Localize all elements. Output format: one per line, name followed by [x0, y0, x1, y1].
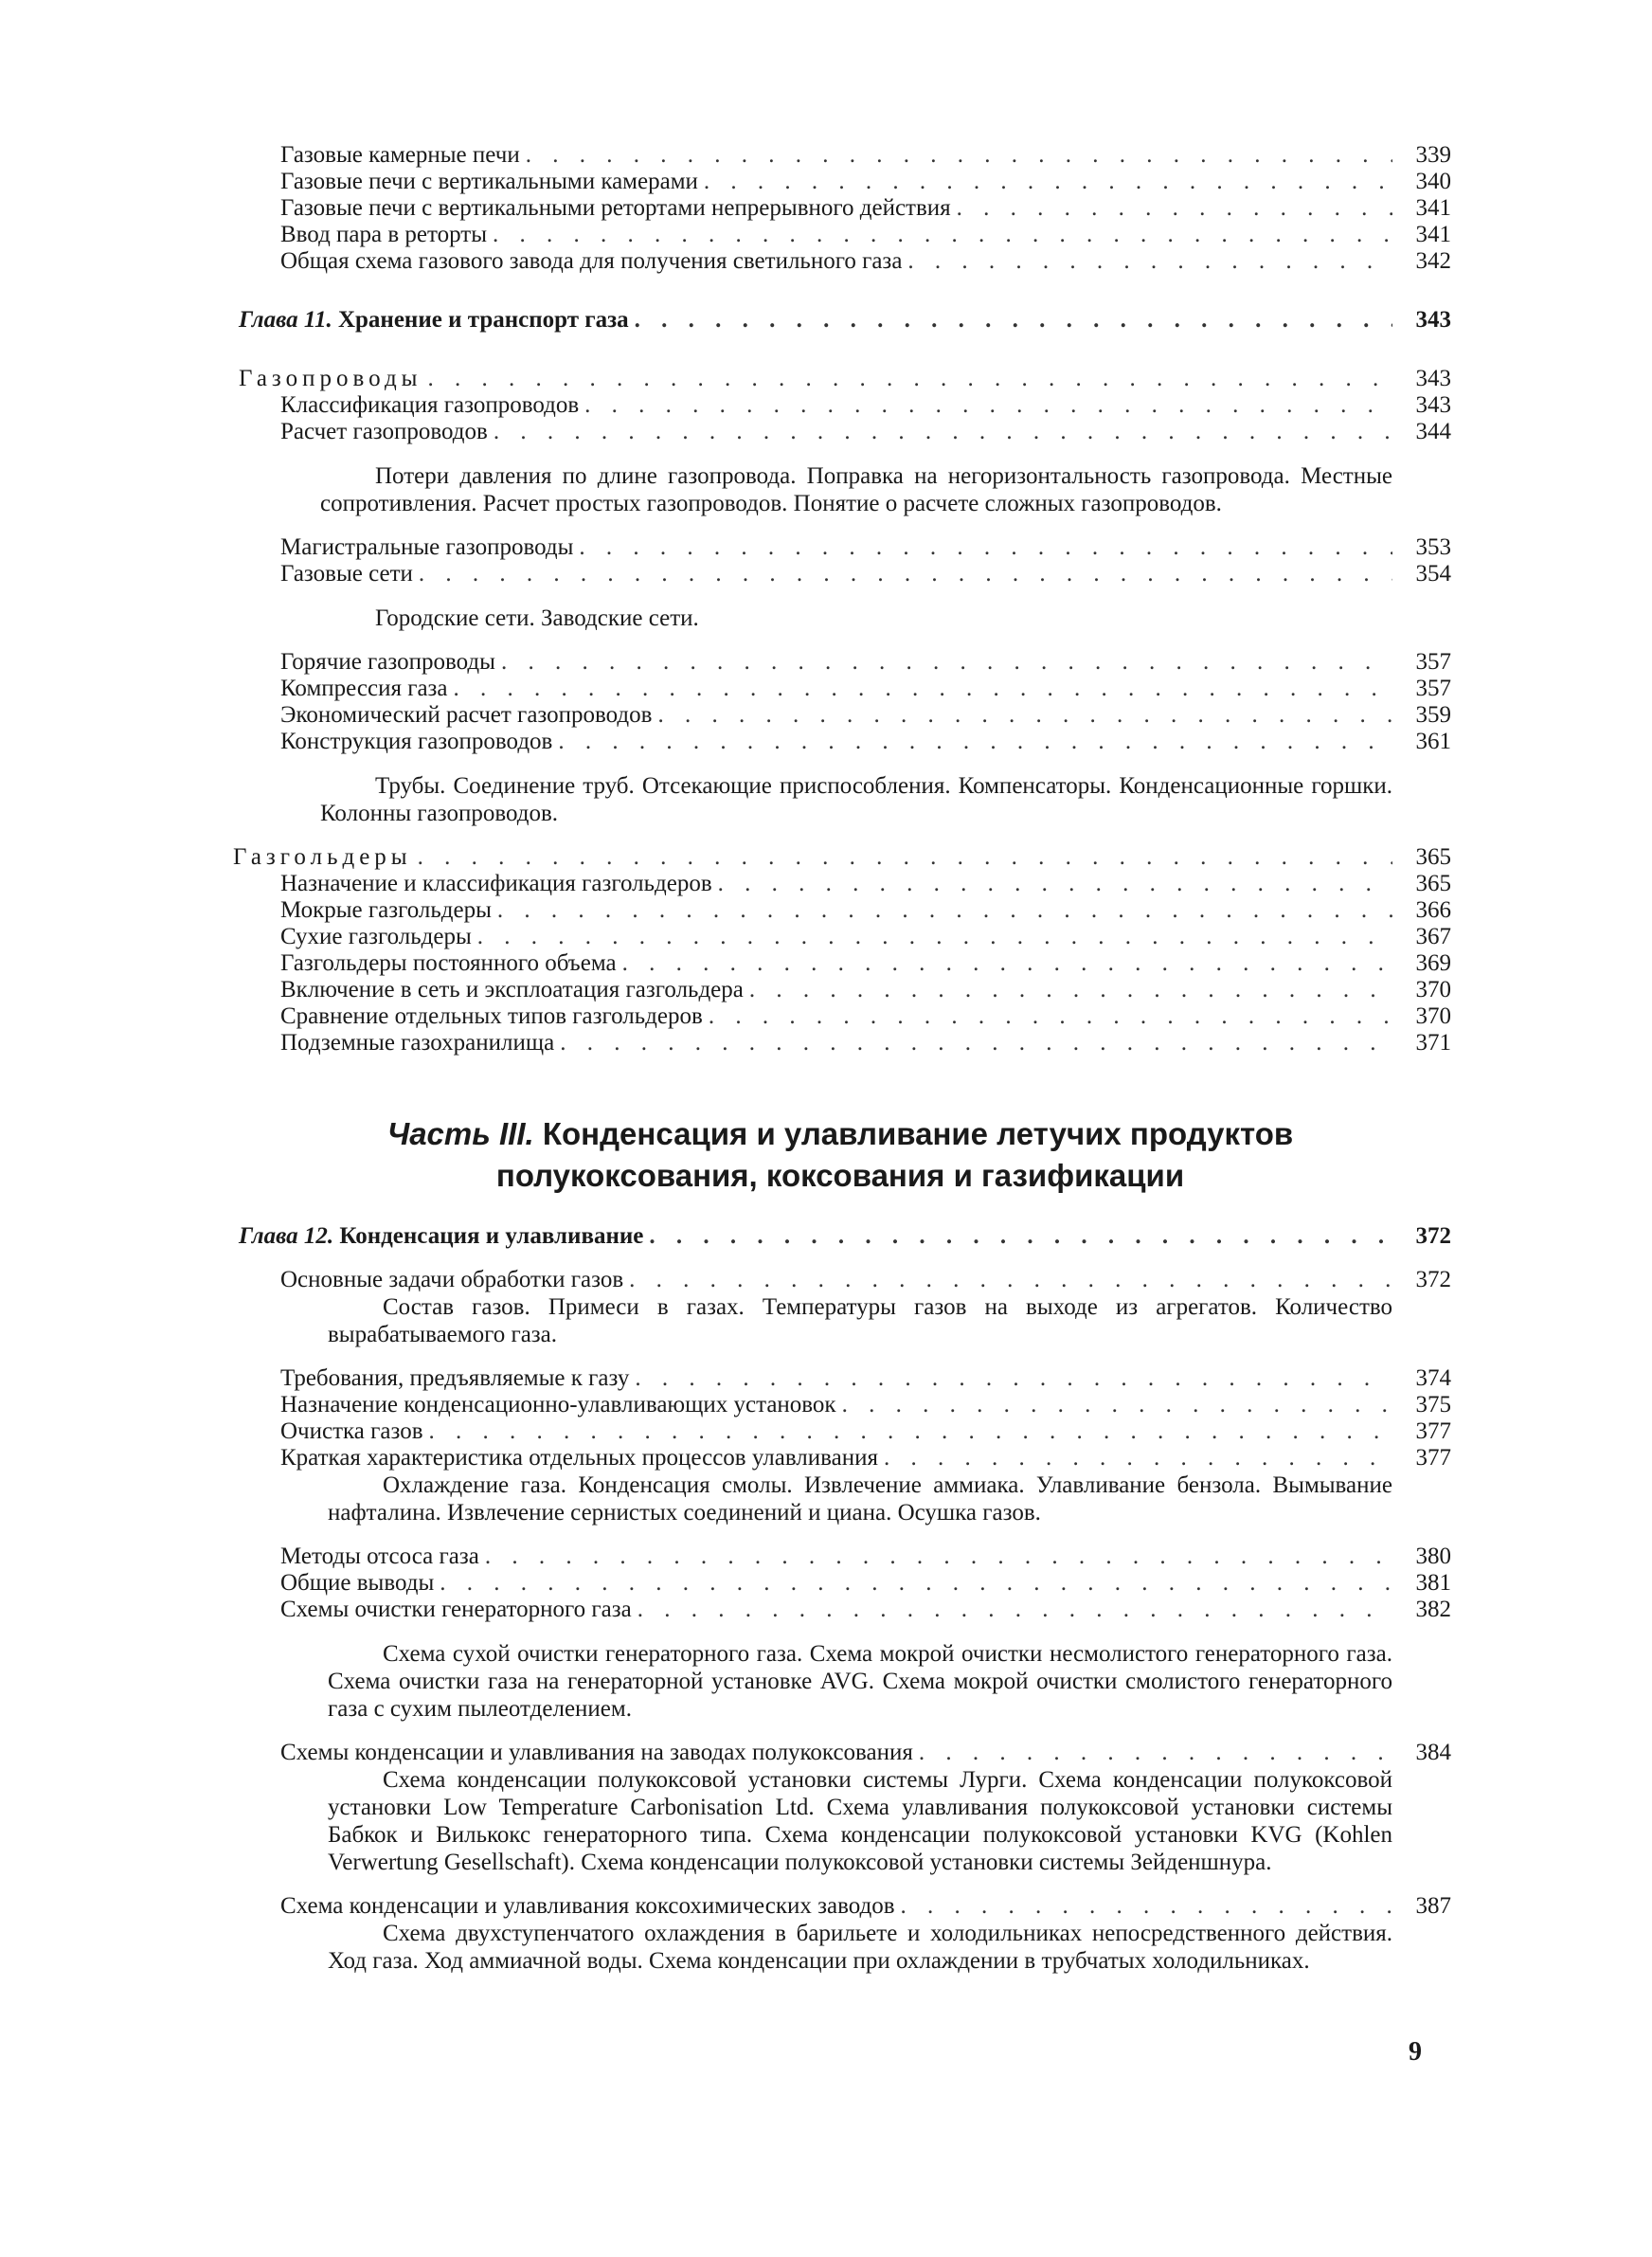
toc-entry-title: Подземные газохранилища — [280, 1030, 555, 1056]
toc-entry-title: Включение в сеть и эксплоатация газгольдера — [280, 977, 744, 1002]
toc-entry-title: Схема конденсации и улавливания коксохимических заводов — [280, 1893, 895, 1919]
toc-entry-title: Газгольдеры постоянного объема — [280, 950, 617, 976]
toc-entry-page: 359 — [1415, 702, 1451, 728]
toc-note-pipes: Трубы. Соединение труб. Отсекающие приспособления. Компенсаторы. Конденсационные горшки. Колонны газопроводов. — [320, 773, 1392, 826]
toc-entry[interactable] — [239, 195, 1451, 222]
toc-note-gas-composition: Состав газов. Примеси в газах. Температуры газов на выходе из агрегатов. Количество вырабатываемого газа. — [328, 1294, 1392, 1347]
leader-dots — [429, 1418, 1392, 1445]
toc-entry[interactable] — [239, 1030, 1451, 1056]
toc-entry-title: Магистральные газопроводы — [280, 534, 574, 560]
toc-entry-title: Назначение и классификация газгольдеров — [280, 871, 712, 896]
page-number: 9 — [1409, 2037, 1422, 2067]
toc-entry-page: 375 — [1415, 1392, 1451, 1417]
leader-dots — [649, 1223, 1392, 1250]
toc-section-gas-pipelines[interactable] — [239, 366, 1451, 392]
toc-entry[interactable] — [239, 222, 1451, 248]
toc-entry[interactable] — [239, 169, 1451, 195]
toc-entry[interactable] — [239, 1893, 1451, 1920]
toc-entry-title: Газовые печи с вертикальными камерами — [280, 169, 698, 194]
toc-entry[interactable] — [239, 702, 1451, 729]
toc-entry[interactable] — [239, 1392, 1451, 1418]
leader-dots — [635, 307, 1392, 334]
toc-note-pressure-losses: Потери давления по длине газопровода. Поправка на негоризонтальность газопровода. Местные сопротивления. Расчет простых газопроводов. Понятие о расчете сложных газопроводов. — [320, 463, 1392, 516]
toc-entry-page: 341 — [1415, 222, 1451, 247]
leader-dots — [418, 844, 1392, 871]
leader-dots — [477, 924, 1392, 950]
toc-entry-page: 342 — [1415, 248, 1451, 274]
toc-entry-page: 365 — [1415, 871, 1451, 896]
toc-note-networks: Городские сети. Заводские сети. — [375, 605, 699, 631]
toc-block-gasholders — [239, 871, 1451, 1056]
chapter-12-prefix: Глава 12. — [239, 1223, 334, 1249]
section-gas-pipelines-page: 343 — [1415, 366, 1451, 391]
toc-entry-title: Газовые печи с вертикальными ретортами непрерывного действия — [280, 195, 951, 221]
toc-entry-page: 366 — [1415, 897, 1451, 923]
toc-entry-page: 361 — [1415, 729, 1451, 754]
leader-dots — [558, 729, 1392, 755]
toc-entry[interactable] — [239, 1267, 1451, 1293]
toc-block-pipeline-construction — [239, 649, 1451, 755]
leader-dots — [919, 1740, 1392, 1766]
leader-dots — [497, 897, 1392, 924]
toc-block-requirements — [239, 1365, 1451, 1472]
chapter-11-title: Хранение и транспорт газа — [337, 307, 629, 333]
table-of-contents — [233, 142, 1451, 1975]
chapter-12-page: 372 — [1415, 1223, 1451, 1249]
toc-entry-page: 370 — [1415, 1003, 1451, 1029]
toc-entry-page: 343 — [1415, 392, 1451, 418]
toc-chapter-11[interactable] — [239, 307, 1451, 334]
toc-entry-title: Назначение конденсационно-улавливающих установок — [280, 1392, 836, 1417]
toc-section-gasholders[interactable] — [233, 844, 1451, 871]
leader-dots — [907, 248, 1392, 275]
toc-entry-title: Схемы конденсации и улавливания на заводах полукоксования — [280, 1740, 913, 1765]
toc-entry-title: Классификация газопроводов — [280, 392, 580, 418]
toc-entry-page: 357 — [1415, 676, 1451, 701]
toc-entry-page: 370 — [1415, 977, 1451, 1002]
toc-entry-page: 377 — [1415, 1445, 1451, 1471]
leader-dots — [704, 169, 1392, 195]
toc-entry-title: Компрессия газа — [280, 676, 448, 701]
part-3-heading — [239, 1113, 1451, 1197]
toc-block-pipeline-calculation — [239, 392, 1451, 445]
leader-dots — [454, 676, 1392, 702]
toc-entry-title: Экономический расчет газопроводов — [280, 702, 653, 728]
toc-entry-title: Требования, предъявляемые к газу — [280, 1365, 630, 1391]
toc-entry[interactable] — [239, 871, 1451, 897]
leader-dots — [629, 1267, 1392, 1293]
toc-entry-page: 357 — [1415, 649, 1451, 675]
toc-entry[interactable] — [239, 248, 1451, 275]
toc-note-generator-gas: Схема сухой очистки генераторного газа. Схема мокрой очистки несмолистого генераторного газа. Схема очистки газа на генераторной установке AVG. Схема мокрой очистки смолистого генераторного газа с сухим пылеотделением. — [328, 1641, 1392, 1722]
toc-note-coke-chemical: Схема двухступенчатого охлаждения в барильете и холодильниках непосредственного действия. Ход газа. Ход аммиачной воды. Схема конденсации при охлаждении в трубчатых холодильниках. — [328, 1921, 1392, 1974]
toc-entry[interactable] — [239, 1544, 1451, 1570]
leader-dots — [501, 649, 1392, 676]
toc-entry-page: 339 — [1415, 142, 1451, 168]
toc-entry-title: Общие выводы — [280, 1570, 435, 1596]
toc-entry[interactable] — [239, 897, 1451, 924]
toc-entry-page: 344 — [1415, 419, 1451, 444]
part-3-title-line-2: полукоксования, коксования и газификации — [495, 1158, 1185, 1193]
toc-entry[interactable] — [239, 1570, 1451, 1597]
leader-dots — [718, 871, 1392, 897]
toc-entry-page: 382 — [1415, 1597, 1451, 1622]
toc-entry-page: 367 — [1415, 924, 1451, 949]
toc-entry[interactable] — [239, 649, 1451, 676]
part-3-prefix: Часть III. — [386, 1116, 534, 1151]
toc-entry-page: 384 — [1415, 1740, 1451, 1765]
leader-dots — [440, 1570, 1392, 1597]
toc-entry[interactable] — [239, 950, 1451, 977]
leader-dots — [635, 1365, 1392, 1392]
section-gas-pipelines-title: Газопроводы — [239, 366, 422, 391]
leader-dots — [709, 1003, 1392, 1030]
toc-entry[interactable] — [239, 676, 1451, 702]
leader-dots — [957, 195, 1392, 222]
leader-dots — [637, 1597, 1392, 1623]
chapter-11-page: 343 — [1415, 307, 1451, 333]
toc-entry-title: Газовые сети — [280, 561, 413, 587]
toc-block-coke-chemical — [239, 1893, 1451, 1920]
toc-entry-title: Основные задачи обработки газов — [280, 1267, 624, 1292]
toc-entry[interactable] — [239, 419, 1451, 445]
toc-entry-page: 354 — [1415, 561, 1451, 587]
toc-entry-page: 353 — [1415, 534, 1451, 560]
leader-dots — [493, 222, 1392, 248]
toc-entry[interactable] — [239, 1365, 1451, 1392]
leader-dots — [427, 366, 1392, 392]
toc-entry-title: Горячие газопроводы — [280, 649, 495, 675]
leader-dots — [419, 561, 1392, 587]
toc-entry[interactable] — [239, 729, 1451, 755]
toc-entry-page: 372 — [1415, 1267, 1451, 1292]
toc-note-semicoking: Схема конденсации полукоксовой установки системы Лурги. Схема конденсации полукоксовой установки Low Temperature Carbonisation Ltd. Схема улавливания полукоксовой установки системы Бабкок и Вилькокс генераторного типа. Схема конденсации полукоксовой установки KVG (Kohlen Verwertung Gesellschaft). Схема конденсации полукоксовой установки системы Зейденшнура. — [328, 1767, 1392, 1875]
chapter-11-prefix: Глава 11. — [239, 307, 332, 333]
section-gasholders-title: Газгольдеры — [233, 844, 412, 870]
toc-entry-page: 377 — [1415, 1418, 1451, 1444]
section-gasholders-page: 365 — [1415, 844, 1451, 870]
toc-entry[interactable] — [239, 1597, 1451, 1623]
toc-entry-title: Сравнение отдельных типов газгольдеров — [280, 1003, 703, 1029]
toc-entry[interactable] — [239, 1445, 1451, 1472]
toc-entry-page: 341 — [1415, 195, 1451, 221]
toc-block-semicoking — [239, 1740, 1451, 1766]
toc-entry-title: Краткая характеристика отдельных процессов улавливания — [280, 1445, 878, 1471]
leader-dots — [494, 419, 1392, 445]
leader-dots — [749, 977, 1392, 1003]
leader-dots — [584, 392, 1392, 419]
leader-dots — [579, 534, 1392, 561]
toc-entry-title: Очистка газов — [280, 1418, 423, 1444]
toc-entry-page: 387 — [1415, 1893, 1451, 1919]
toc-entry-page: 381 — [1415, 1570, 1451, 1596]
toc-entry-title: Общая схема газового завода для получения светильного газа — [280, 248, 903, 274]
toc-entry-title: Газовые камерные печи — [280, 142, 520, 168]
leader-dots — [657, 702, 1392, 729]
leader-dots — [526, 142, 1392, 169]
toc-entry-page: 374 — [1415, 1365, 1451, 1391]
toc-block-networks — [239, 534, 1451, 587]
toc-entry-title: Сухие газгольдеры — [280, 924, 472, 949]
toc-entry-title: Мокрые газгольдеры — [280, 897, 492, 923]
leader-dots — [485, 1544, 1392, 1570]
toc-entry[interactable] — [239, 142, 1451, 169]
toc-entry-page: 371 — [1415, 1030, 1451, 1056]
leader-dots — [901, 1893, 1392, 1920]
leader-dots — [560, 1030, 1392, 1056]
toc-entry-title: Ввод пара в реторты — [280, 222, 488, 247]
toc-entry[interactable] — [239, 1740, 1451, 1766]
toc-entry-title: Методы отсоса газа — [280, 1544, 479, 1569]
toc-entry[interactable] — [239, 392, 1451, 419]
chapter-12-title: Конденсация и улавливание — [339, 1223, 644, 1249]
toc-entry-title: Конструкция газопроводов — [280, 729, 553, 754]
toc-block-basic-tasks — [239, 1267, 1451, 1293]
part-3-title-line-1: Конденсация и улавливание летучих продуктов — [542, 1116, 1294, 1151]
toc-chapter-12[interactable] — [239, 1223, 1451, 1250]
leader-dots — [622, 950, 1392, 977]
toc-entry[interactable] — [239, 1003, 1451, 1030]
toc-entry-title: Расчет газопроводов — [280, 419, 488, 444]
toc-note-processes: Охлаждение газа. Конденсация смолы. Извлечение аммиака. Улавливание бензола. Вымывание нафталина. Извлечение сернистых соединений и циана. Осушка газов. — [328, 1472, 1392, 1526]
toc-entry[interactable] — [239, 561, 1451, 587]
leader-dots — [884, 1445, 1392, 1472]
toc-entry-title: Схемы очистки генераторного газа — [280, 1597, 632, 1622]
toc-entry-page: 380 — [1415, 1544, 1451, 1569]
toc-entry[interactable] — [239, 534, 1451, 561]
leader-dots — [842, 1392, 1392, 1418]
toc-block-suction-methods — [239, 1544, 1451, 1623]
toc-entry-page: 340 — [1415, 169, 1451, 194]
toc-entry-page: 369 — [1415, 950, 1451, 976]
toc-entry[interactable] — [239, 924, 1451, 950]
toc-entry[interactable] — [239, 1418, 1451, 1445]
toc-block-gasworks-ovens — [239, 142, 1451, 275]
toc-entry[interactable] — [239, 977, 1451, 1003]
